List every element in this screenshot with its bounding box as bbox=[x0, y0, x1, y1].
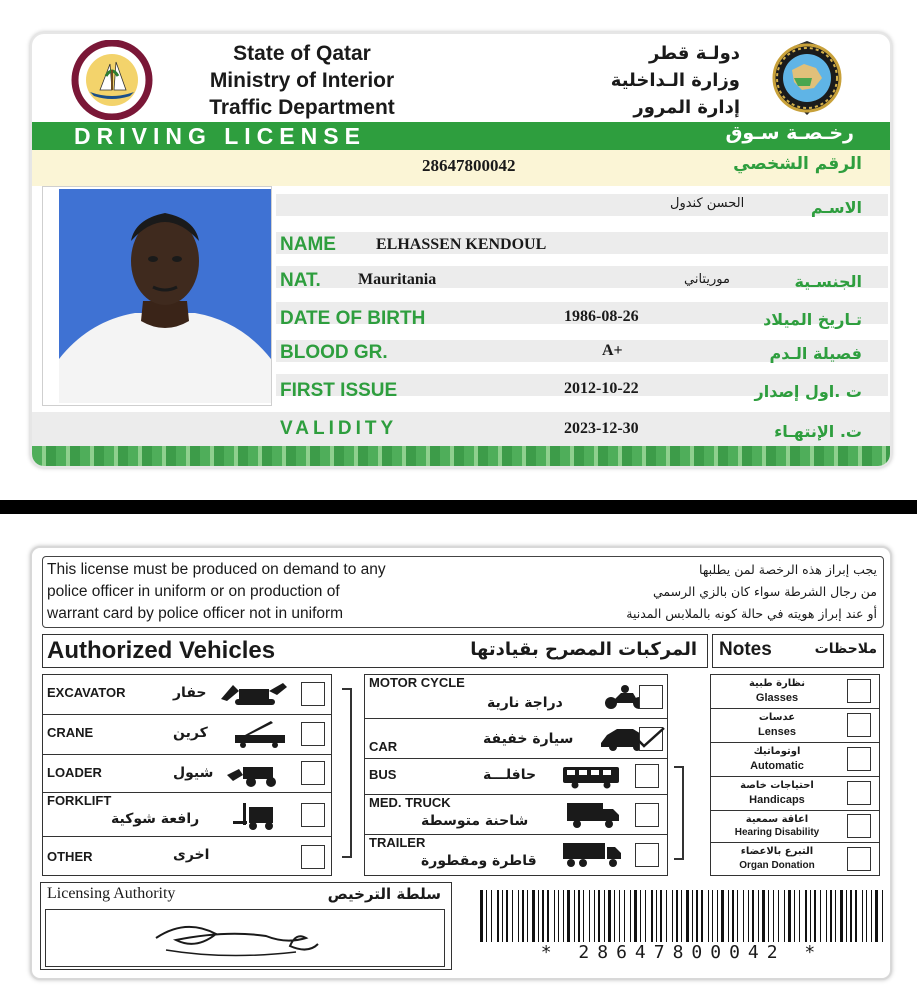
first-issue-label: FIRST ISSUE bbox=[280, 380, 398, 401]
dob-value: 1986-08-26 bbox=[564, 308, 639, 325]
header-ar-line-ministry: وزارة الـداخلية bbox=[610, 70, 740, 91]
holder-photo bbox=[59, 189, 271, 403]
barcode-icon bbox=[476, 890, 888, 942]
checkbox-crane[interactable] bbox=[301, 722, 325, 746]
vehicle-label: MOTOR CYCLE bbox=[369, 675, 465, 690]
heavy-vehicles-column bbox=[42, 674, 332, 876]
vehicle-label: FORKLIFT bbox=[47, 793, 112, 808]
blood-group-label: BLOOD GR. bbox=[280, 342, 388, 363]
name-label: NAME bbox=[280, 234, 336, 255]
header-line-state: State of Qatar bbox=[233, 42, 371, 65]
vehicle-label: CAR bbox=[369, 739, 398, 754]
licensing-authority-label-ar: سلطة الترخيص bbox=[327, 885, 441, 903]
crane-icon bbox=[231, 719, 289, 749]
note-label-ar: احتياجات خاصة bbox=[740, 780, 814, 791]
photo-frame bbox=[42, 186, 272, 406]
light-vehicles-column bbox=[364, 674, 668, 876]
vehicle-row-forklift bbox=[43, 793, 331, 837]
checkbox-trailer[interactable] bbox=[635, 843, 659, 867]
gcc-emblem-icon bbox=[754, 38, 860, 118]
nationality-label: NAT. bbox=[280, 270, 321, 291]
checkbox-glasses[interactable] bbox=[847, 679, 871, 703]
authorized-vehicles-title: Authorized Vehicles bbox=[47, 637, 276, 664]
note-label: Automatic bbox=[750, 760, 804, 772]
first-issue-arabic-label: ت .اول إصدار bbox=[754, 382, 862, 401]
licensing-authority-box bbox=[40, 882, 452, 970]
vehicle-label-ar: رافعة شوكية bbox=[111, 811, 200, 827]
vehicle-label-ar: اخرى bbox=[173, 847, 210, 863]
note-label-ar: التبرع بالاعضاء bbox=[740, 846, 814, 857]
notes-title: Notes bbox=[719, 639, 772, 660]
medium-truck-icon bbox=[565, 801, 621, 829]
checkbox-hearing[interactable] bbox=[847, 814, 871, 838]
blood-group-arabic-label: فصيلة الـدم bbox=[769, 344, 862, 363]
card-divider bbox=[0, 500, 917, 514]
nationality-arabic-label: الجنسـية bbox=[794, 272, 862, 291]
vehicle-label-ar: حافلـــة bbox=[483, 767, 537, 783]
checkbox-loader[interactable] bbox=[301, 761, 325, 785]
vehicle-row-med-truck bbox=[365, 795, 667, 835]
vehicle-label-ar: كرين bbox=[173, 725, 208, 741]
nationality-arabic-value: موريتاني bbox=[684, 272, 730, 287]
vehicle-label-ar: حفار bbox=[173, 685, 207, 701]
vehicle-label-ar: شاحنة متوسطة bbox=[421, 813, 529, 829]
vehicle-label: OTHER bbox=[47, 849, 93, 864]
validity-label: VALIDITY bbox=[280, 418, 398, 439]
note-label: Handicaps bbox=[749, 794, 805, 806]
note-label: Lenses bbox=[758, 726, 796, 738]
vehicle-label-ar: قاطرة ومقطورة bbox=[421, 853, 537, 869]
checkbox-motorcycle[interactable] bbox=[639, 685, 663, 709]
vehicle-row-crane bbox=[43, 715, 331, 755]
checkbox-med-truck[interactable] bbox=[635, 803, 659, 827]
header-english bbox=[172, 40, 432, 121]
notes-header bbox=[712, 634, 884, 668]
notes-column bbox=[710, 674, 880, 876]
vehicle-row-trailer bbox=[365, 835, 667, 877]
validity-arabic-label: ت. الإنتهـاء bbox=[774, 422, 862, 441]
signature-box bbox=[45, 909, 445, 967]
forklift-icon bbox=[231, 801, 289, 831]
first-issue-value: 2012-10-22 bbox=[564, 380, 639, 397]
license-front bbox=[30, 32, 892, 468]
barcode-number: * 28647800042 * bbox=[540, 942, 824, 963]
vehicle-label: LOADER bbox=[47, 765, 102, 780]
header-line-ministry: Ministry of Interior bbox=[209, 69, 395, 92]
authorized-vehicles-header bbox=[42, 634, 708, 668]
note-label-ar: اعاقة سمعية bbox=[745, 814, 809, 825]
notice-box bbox=[42, 556, 884, 628]
notice-english: This license must be produced on demand to any police officer in uniform or on production of warrant card by police officer not in uniform bbox=[47, 561, 386, 622]
checkbox-other[interactable] bbox=[301, 845, 325, 869]
header-ar-line-department: إدارة المرور bbox=[633, 97, 740, 118]
checkbox-organ-donation[interactable] bbox=[847, 847, 871, 871]
checkbox-bus[interactable] bbox=[635, 764, 659, 788]
qatar-emblem-icon bbox=[60, 40, 164, 120]
right-bracket bbox=[674, 766, 684, 860]
header-arabic bbox=[570, 40, 740, 121]
validity-value: 2023-12-30 bbox=[564, 420, 639, 437]
row-bg-name bbox=[276, 232, 888, 254]
left-bracket bbox=[342, 688, 352, 858]
decorative-pattern-band bbox=[32, 446, 890, 468]
licensing-authority-label: Licensing Authority bbox=[47, 885, 176, 902]
blood-group-value: A+ bbox=[602, 342, 623, 359]
dob-label: DATE OF BIRTH bbox=[280, 308, 426, 329]
note-label: Hearing Disability bbox=[734, 827, 820, 838]
note-label-ar: عدسات bbox=[758, 712, 796, 723]
note-row-hearing bbox=[711, 811, 879, 843]
vehicle-label: EXCAVATOR bbox=[47, 685, 126, 700]
header-ar-line-state: دولـة قطر bbox=[648, 43, 740, 64]
note-row-automatic bbox=[711, 743, 879, 777]
checkbox-car[interactable] bbox=[639, 727, 663, 751]
bus-icon bbox=[561, 765, 621, 789]
authorized-vehicles-title-ar: المركبات المصرح بقيادتها bbox=[470, 639, 697, 660]
vehicle-label: BUS bbox=[369, 767, 397, 782]
checkbox-forklift[interactable] bbox=[301, 803, 325, 827]
driving-license-title-ar: رخـصـة سـوق bbox=[725, 122, 854, 144]
notice-arabic: يجب إبراز هذه الرخصة لمن يطلبها من رجال الشرطة سواء كان بالزي الرسمي أو عند إبراز هويته في حالة كونه بالملابس المدنية bbox=[626, 562, 877, 621]
loader-icon bbox=[225, 761, 289, 787]
checkmark-icon bbox=[634, 726, 666, 748]
nationality-value: Mauritania bbox=[358, 271, 437, 288]
checkbox-handicaps[interactable] bbox=[847, 781, 871, 805]
vehicle-label-ar: سيارة خفيفة bbox=[483, 731, 574, 747]
person-silhouette-icon bbox=[59, 189, 271, 403]
personal-id-label-ar: الرقم الشخصي bbox=[733, 154, 862, 174]
note-row-lenses bbox=[711, 709, 879, 743]
signature-icon bbox=[46, 910, 446, 968]
vehicle-label: MED. TRUCK bbox=[369, 795, 451, 810]
checkbox-automatic[interactable] bbox=[847, 747, 871, 771]
vehicle-label-ar: دراجة نارية bbox=[487, 695, 563, 711]
vehicle-row-car bbox=[365, 719, 667, 759]
vehicle-row-bus bbox=[365, 759, 667, 795]
driving-license-title: DRIVING LICENSE bbox=[74, 123, 366, 149]
note-row-organ-donation bbox=[711, 843, 879, 877]
vehicle-row-motorcycle bbox=[365, 675, 667, 719]
checkbox-lenses[interactable] bbox=[847, 713, 871, 737]
note-row-glasses bbox=[711, 675, 879, 709]
note-row-handicaps bbox=[711, 777, 879, 811]
name-value: ELHASSEN KENDOUL bbox=[376, 236, 547, 253]
note-label: Organ Donation bbox=[739, 860, 815, 871]
vehicle-row-excavator bbox=[43, 675, 331, 715]
trailer-icon bbox=[561, 841, 623, 869]
name-arabic-value: الحسن كندول bbox=[670, 196, 745, 211]
header-line-department: Traffic Department bbox=[209, 96, 395, 119]
vehicle-row-loader bbox=[43, 755, 331, 793]
note-label-ar: نظارة طبية bbox=[748, 678, 806, 689]
excavator-icon bbox=[215, 681, 289, 707]
license-back bbox=[30, 546, 892, 980]
notes-title-ar: ملاحظات bbox=[814, 641, 877, 657]
note-label-ar: اوتوماتيك bbox=[753, 746, 801, 757]
vehicle-label: TRAILER bbox=[369, 835, 426, 850]
dob-arabic-label: تـاريخ الميلاد bbox=[763, 310, 862, 329]
vehicle-row-other bbox=[43, 837, 331, 877]
vehicle-label: CRANE bbox=[47, 725, 94, 740]
vehicle-label-ar: شيول bbox=[173, 765, 214, 781]
checkbox-excavator[interactable] bbox=[301, 682, 325, 706]
note-label: Glasses bbox=[755, 692, 799, 704]
personal-id-number: 28647800042 bbox=[422, 156, 516, 175]
name-arabic-label: الاسـم bbox=[810, 198, 862, 217]
